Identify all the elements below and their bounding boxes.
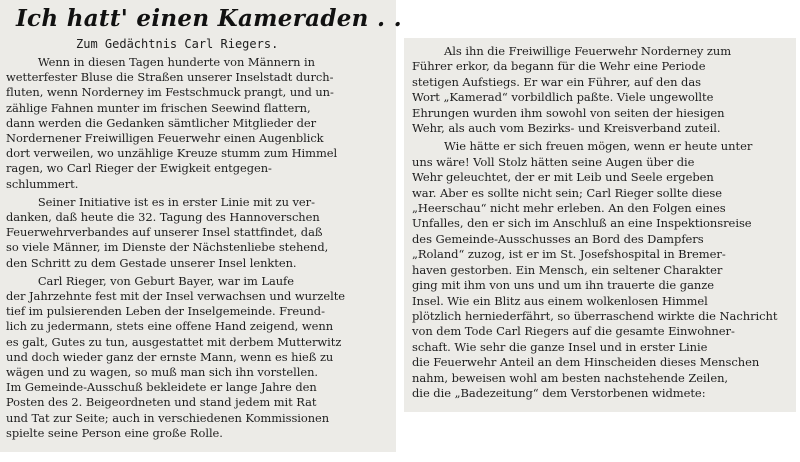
text-line: Wort „Kamerad“ vorbildlich paßte. Viele ungewollte xyxy=(412,90,714,105)
text-line: „Roland“ zuzog, ist er im St. Josefshospital in Bremer- xyxy=(412,247,726,262)
text-line: nahm, beweisen wohl am besten nachstehende Zeilen, xyxy=(412,370,729,385)
text-line: es galt, Gutes zu tun, ausgestattet mit derbem Mutterwitz xyxy=(6,334,342,349)
left-column xyxy=(0,0,402,452)
text-line: Wehr, als auch vom Bezirks- und Kreisverband zuteil. xyxy=(412,121,721,136)
text-line: Wehr geleuchtet, der er mit Leib und Seele ergeben xyxy=(412,170,714,185)
text-line: Führer erkor, da begann für die Wehr eine Periode xyxy=(412,59,706,74)
right-paragraph xyxy=(412,44,792,136)
right-column-body xyxy=(412,44,792,401)
article-subheading: Zum Gedächtnis Carl Riegers. xyxy=(76,37,279,51)
text-line: Im Gemeinde-Ausschuß bekleidete er lange Jahre den xyxy=(6,380,317,395)
left-paragraph xyxy=(6,195,392,271)
left-paragraph xyxy=(6,55,392,192)
text-line: Insel. Wie ein Blitz aus einem wolkenlosen Himmel xyxy=(412,293,708,308)
text-line: wägen und zu wagen, so muß man sich ihn vorstellen. xyxy=(6,365,319,380)
text-line: „Heerschau“ nicht mehr erleben. An den Folgen eines xyxy=(412,201,726,216)
text-line: danken, daß heute die 32. Tagung des Hannoverschen xyxy=(6,210,320,225)
text-line: des Gemeinde-Ausschusses an Bord des Dampfers xyxy=(412,231,704,246)
text-line: schlummert. xyxy=(6,176,79,191)
text-line: war. Aber es sollte nicht sein; Carl Rieger sollte diese xyxy=(412,185,722,200)
text-line: fluten, wenn Norderney im Festschmuck prangt, und un- xyxy=(6,85,334,100)
text-line: haven gestorben. Ein Mensch, ein seltener Charakter xyxy=(412,262,723,277)
text-line: Als ihn die Freiwillige Feuerwehr Norderney zum xyxy=(444,44,732,58)
text-line: dann werden die Gedanken sämtlicher Mitglieder der xyxy=(6,115,316,130)
text-line: Nordernener Freiwilligen Feuerwehr einen Augenblick xyxy=(6,131,324,146)
text-line: Ehrungen wurden ihm sowohl von seiten der hiesigen xyxy=(412,105,725,120)
text-line: der Jahrzehnte fest mit der Insel verwachsen und wurzelte xyxy=(6,289,345,304)
text-line: dort verweilen, wo unzählige Kreuze stumm zum Himmel xyxy=(6,146,338,161)
text-line: schaft. Wie sehr die ganze Insel und in erster Linie xyxy=(412,339,708,354)
text-line: Posten des 2. Beigeordneten und stand jedem mit Rat xyxy=(6,395,317,410)
text-line: tief im pulsierenden Leben der Inselgemeinde. Freund- xyxy=(6,304,325,319)
article-headline: Ich hatt' einen Kameraden . . xyxy=(16,5,402,32)
text-line: Seiner Initiative ist es in erster Linie mit zu ver- xyxy=(37,194,315,209)
text-line: die Feuerwehr Anteil an dem Hinscheiden dieses Menschen xyxy=(412,355,760,370)
text-line: von dem Tode Carl Riegers auf die gesamte Einwohner- xyxy=(412,324,735,339)
text-line: Carl Rieger, von Geburt Bayer, war im Laufe xyxy=(37,273,294,288)
left-paragraph xyxy=(6,274,392,441)
text-line: den Schritt zu dem Gestade unserer Insel lenkten. xyxy=(6,255,297,270)
text-line: so viele Männer, im Dienste der Nächstenliebe stehend, xyxy=(6,240,329,255)
right-column xyxy=(404,38,796,412)
text-line: stetigen Aufstiegs. Er war ein Führer, auf den das xyxy=(412,74,702,89)
text-line: ging mit ihm von uns und um ihn trauerte die ganze xyxy=(412,278,715,293)
text-line: wetterfester Bluse die Straßen unserer Inselstadt durch- xyxy=(6,70,334,85)
text-line: ragen, wo Carl Rieger der Ewigkeit entgegen- xyxy=(6,161,272,176)
text-line: und doch wieder ganz der ernste Mann, wenn es hieß zu xyxy=(6,349,334,364)
text-line: Unfalles, den er sich im Anschluß an eine Inspektionsreise xyxy=(412,216,752,231)
text-line: Wenn in diesen Tagen hunderte von Männern in xyxy=(37,55,315,69)
text-line: plötzlich herniederfährt, so überraschend wirkte die Nachricht xyxy=(412,308,778,323)
text-line: spielte seine Person eine große Rolle. xyxy=(6,425,223,440)
right-paragraph xyxy=(412,139,792,401)
text-line: Feuerwehrverbandes auf unserer Insel stattfindet, daß xyxy=(6,225,323,240)
text-line: Wie hätte er sich freuen mögen, wenn er heute unter xyxy=(444,139,753,154)
left-column-body xyxy=(6,55,392,441)
text-line: uns wäre! Voll Stolz hätten seine Augen über die xyxy=(412,154,695,169)
text-line: und Tat zur Seite; auch in verschiedenen Kommissionen xyxy=(6,410,330,425)
text-line: lich zu jedermann, stets eine offene Hand zeigend, wenn xyxy=(6,319,334,334)
text-line: zählige Fahnen munter im frischen Seewind flattern, xyxy=(6,100,311,115)
text-line: die die „Badezeitung“ dem Verstorbenen widmete: xyxy=(412,385,706,400)
